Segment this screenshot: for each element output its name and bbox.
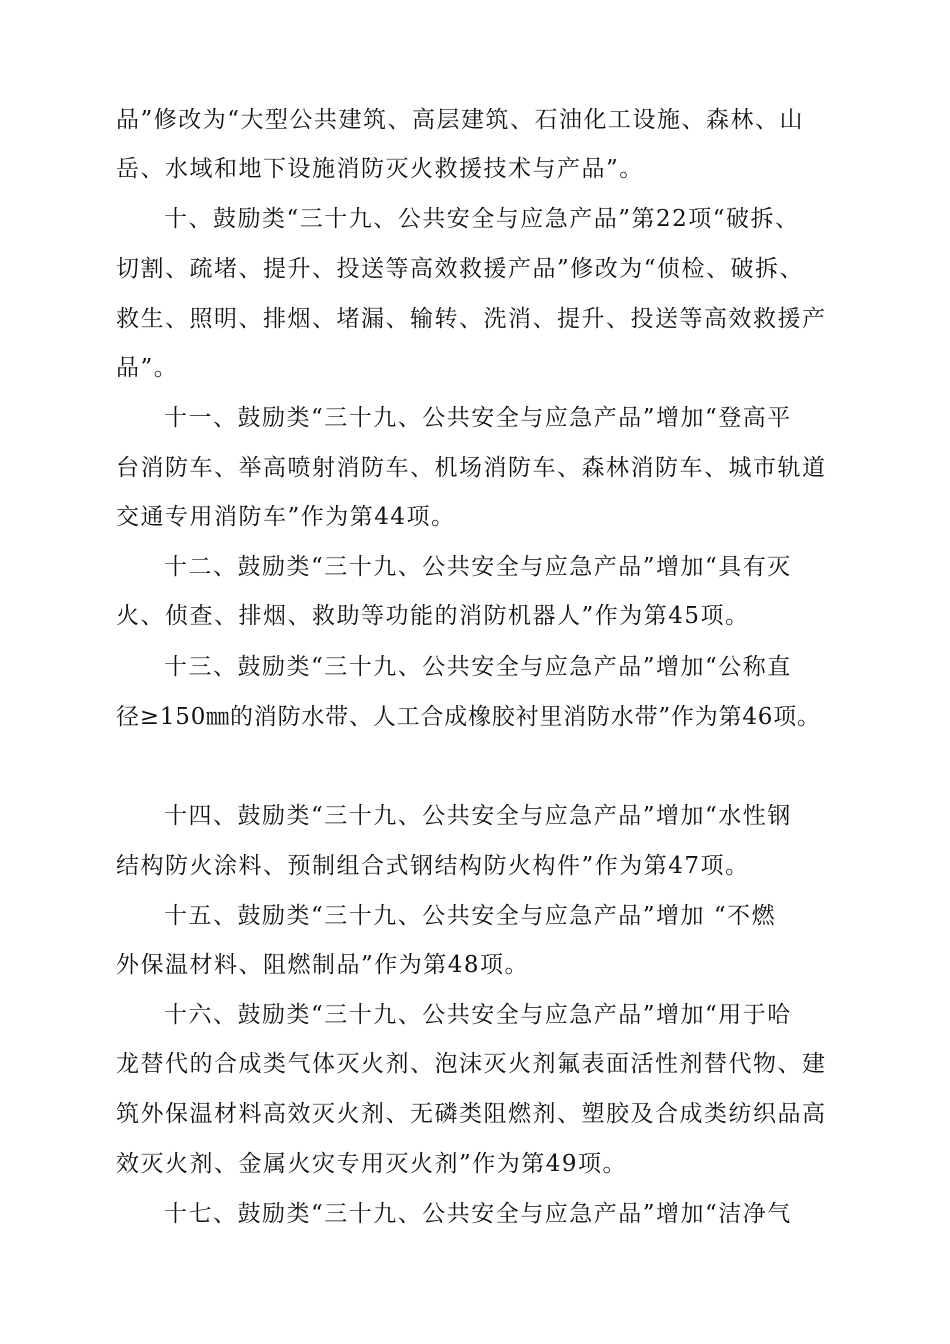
text-line: 品”修改为“大型公共建筑、高层建筑、石油化工设施、森林、山 (116, 107, 805, 133)
text-line: 火、侦查、排烟、救助等功能的消防机器人”作为第45项。 (116, 603, 750, 629)
paragraph-start-11: 十一、鼓励类“三十九、公共安全与应急产品”增加“登高平 (164, 405, 792, 431)
paragraph-start-15: 十五、鼓励类“三十九、公共安全与应急产品”增加 “不燃 (164, 903, 777, 929)
text-line: 径≥150㎜的消防水带、人工合成橡胶衬里消防水带”作为第46项。 (116, 704, 821, 730)
text-line: 切割、疏堵、提升、投送等高效救援产品”修改为“侦检、破拆、 (116, 256, 805, 282)
paragraph-start-16: 十六、鼓励类“三十九、公共安全与应急产品”增加“用于哈 (164, 1002, 792, 1028)
text-line: 岳、水域和地下设施消防灭火救援技术与产品”。 (116, 156, 644, 182)
text-line: 效灭火剂、金属火灾专用灭火剂”作为第49项。 (116, 1151, 628, 1177)
text-line: 台消防车、举高喷射消防车、机场消防车、森林消防车、城市轨道 (116, 455, 827, 481)
paragraph-start-10: 十、鼓励类“三十九、公共安全与应急产品”第22项“破拆、 (164, 206, 800, 232)
paragraph-start-17: 十七、鼓励类“三十九、公共安全与应急产品”增加“洁净气 (164, 1201, 792, 1227)
text-line: 品”。 (116, 355, 179, 381)
text-line: 外保温材料、阻燃制品”作为第48项。 (116, 952, 530, 978)
paragraph-start-12: 十二、鼓励类“三十九、公共安全与应急产品”增加“具有灭 (164, 554, 792, 580)
text-line: 救生、照明、排烟、堵漏、输转、洗消、提升、投送等高效救援产 (116, 306, 827, 332)
text-line: 筑外保温材料高效灭火剂、无磷类阻燃剂、塑胶及合成类纺织品高 (116, 1101, 827, 1127)
paragraph-start-14: 十四、鼓励类“三十九、公共安全与应急产品”增加“水性钢 (164, 803, 792, 829)
text-line: 结构防火涂料、预制组合式钢结构防火构件”作为第47项。 (116, 853, 750, 879)
text-line: 龙替代的合成类气体灭火剂、泡沫灭火剂氟表面活性剂替代物、建 (116, 1051, 827, 1077)
text-line: 交通专用消防车”作为第44项。 (116, 504, 456, 530)
paragraph-start-13: 十三、鼓励类“三十九、公共安全与应急产品”增加“公称直 (164, 654, 792, 680)
